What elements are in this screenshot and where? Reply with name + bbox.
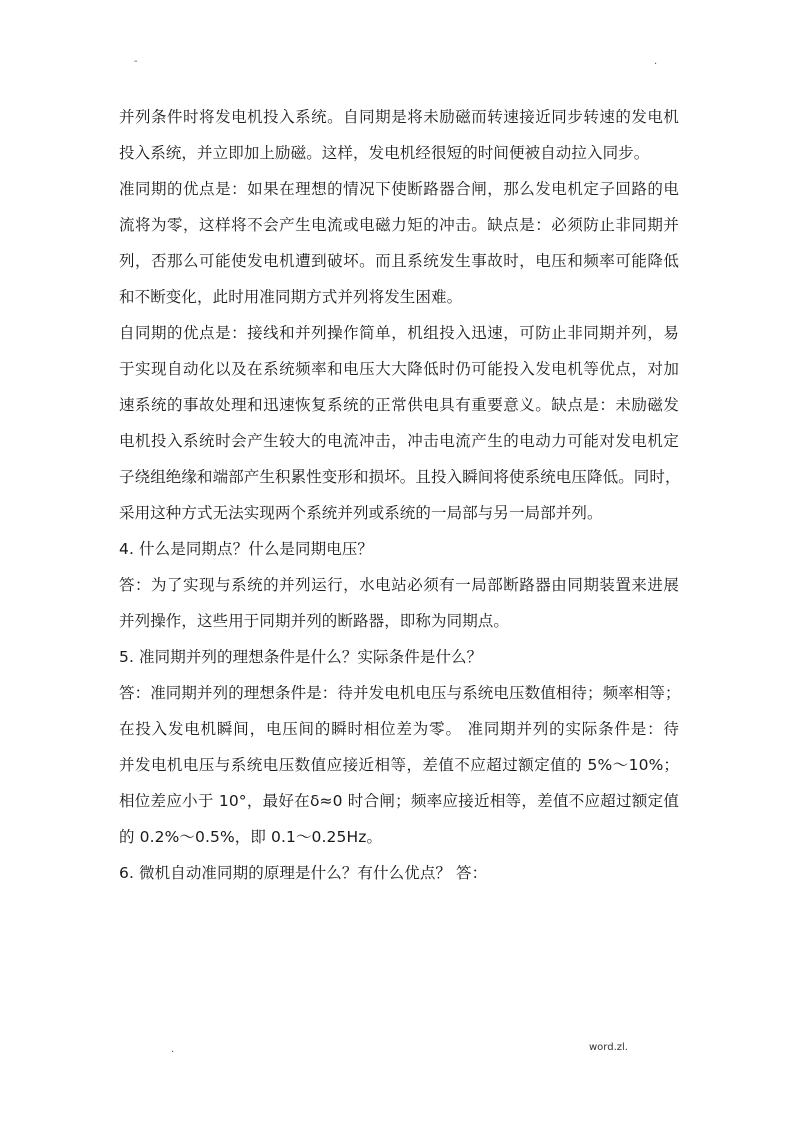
document-body — [119, 104, 679, 896]
body-line: 并列条件时将发电机投入系统。自同期是将未励磁而转速接近同步转速的发电机 — [119, 108, 679, 126]
body-line: 速系统的事故处理和迅速恢复系统的正常供电具有重要意义。缺点是：未励磁发 — [119, 396, 679, 414]
body-line: 自同期的优点是：接线和并列操作简单，机组投入迅速，可防止非同期并列，易 — [119, 324, 679, 342]
body-line: 于实现自动化以及在系统频率和电压大大降低时仍可能投入发电机等优点，对加 — [119, 360, 679, 378]
body-line: 流将为零，这样将不会产生电流或电磁力矩的冲击。缺点是：必须防止非同期并 — [119, 216, 679, 234]
question-heading: 6. 微机自动准同期的原理是什么？有什么优点？ 答： — [119, 864, 488, 882]
body-line: 子绕组绝缘和端部产生积累性变形和损坏。且投入瞬间将使系统电压降低。同时， — [119, 468, 681, 486]
header-left-mark: - — [134, 56, 138, 67]
answer-line: 在投入发电机瞬间，电压间的瞬时相位差为零。 准同期并列的实际条件是：待 — [119, 720, 679, 738]
footer-dot: . — [171, 1044, 175, 1055]
body-line: 准同期的优点是：如果在理想的情况下使断路器合闸，那么发电机定子回路的电 — [119, 180, 679, 198]
body-line: 列，否那么可能使发电机遭到破坏。而且系统发生事故时，电压和频率可能降低 — [119, 252, 679, 270]
question-heading: 4. 什么是同期点？什么是同期电压？ — [119, 540, 374, 558]
answer-line: 并列操作，这些用于同期并列的断路器，即称为同期点。 — [119, 612, 510, 630]
header-right-mark: . — [654, 56, 658, 67]
body-line: 投入系统，并立即加上励磁。这样，发电机经很短的时间便被自动拉入同步。 — [119, 144, 650, 162]
answer-line: 答：为了实现与系统的并列运行，水电站必须有一局部断路器由同期装置来进展 — [119, 576, 679, 594]
body-line: 采用这种方式无法实现两个系统并列或系统的一局部与另一局部并列。 — [119, 504, 603, 522]
answer-line: 的 0.2%～0.5%，即 0.1～0.25Hz。 — [119, 828, 383, 846]
answer-line: 相位差应小于 10°，最好在δ≈0 时合闸；频率应接近相等，差值不应超过额定值 — [119, 792, 679, 810]
footer-site-text: word.zl. — [589, 1042, 628, 1053]
body-line: 和不断变化，此时用准同期方式并列将发生困难。 — [119, 288, 463, 306]
answer-line: 并发电机电压与系统电压数值应接近相等，差值不应超过额定值的 5%～10%； — [119, 756, 679, 774]
question-heading: 5. 准同期并列的理想条件是什么？实际条件是什么？ — [119, 648, 483, 666]
body-line: 电机投入系统时会产生较大的电流冲击，冲击电流产生的电动力可能对发电机定 — [119, 432, 679, 450]
answer-line: 答：准同期并列的理想条件是：待并发电机电压与系统电压数值相待；频率相等； — [119, 684, 681, 702]
